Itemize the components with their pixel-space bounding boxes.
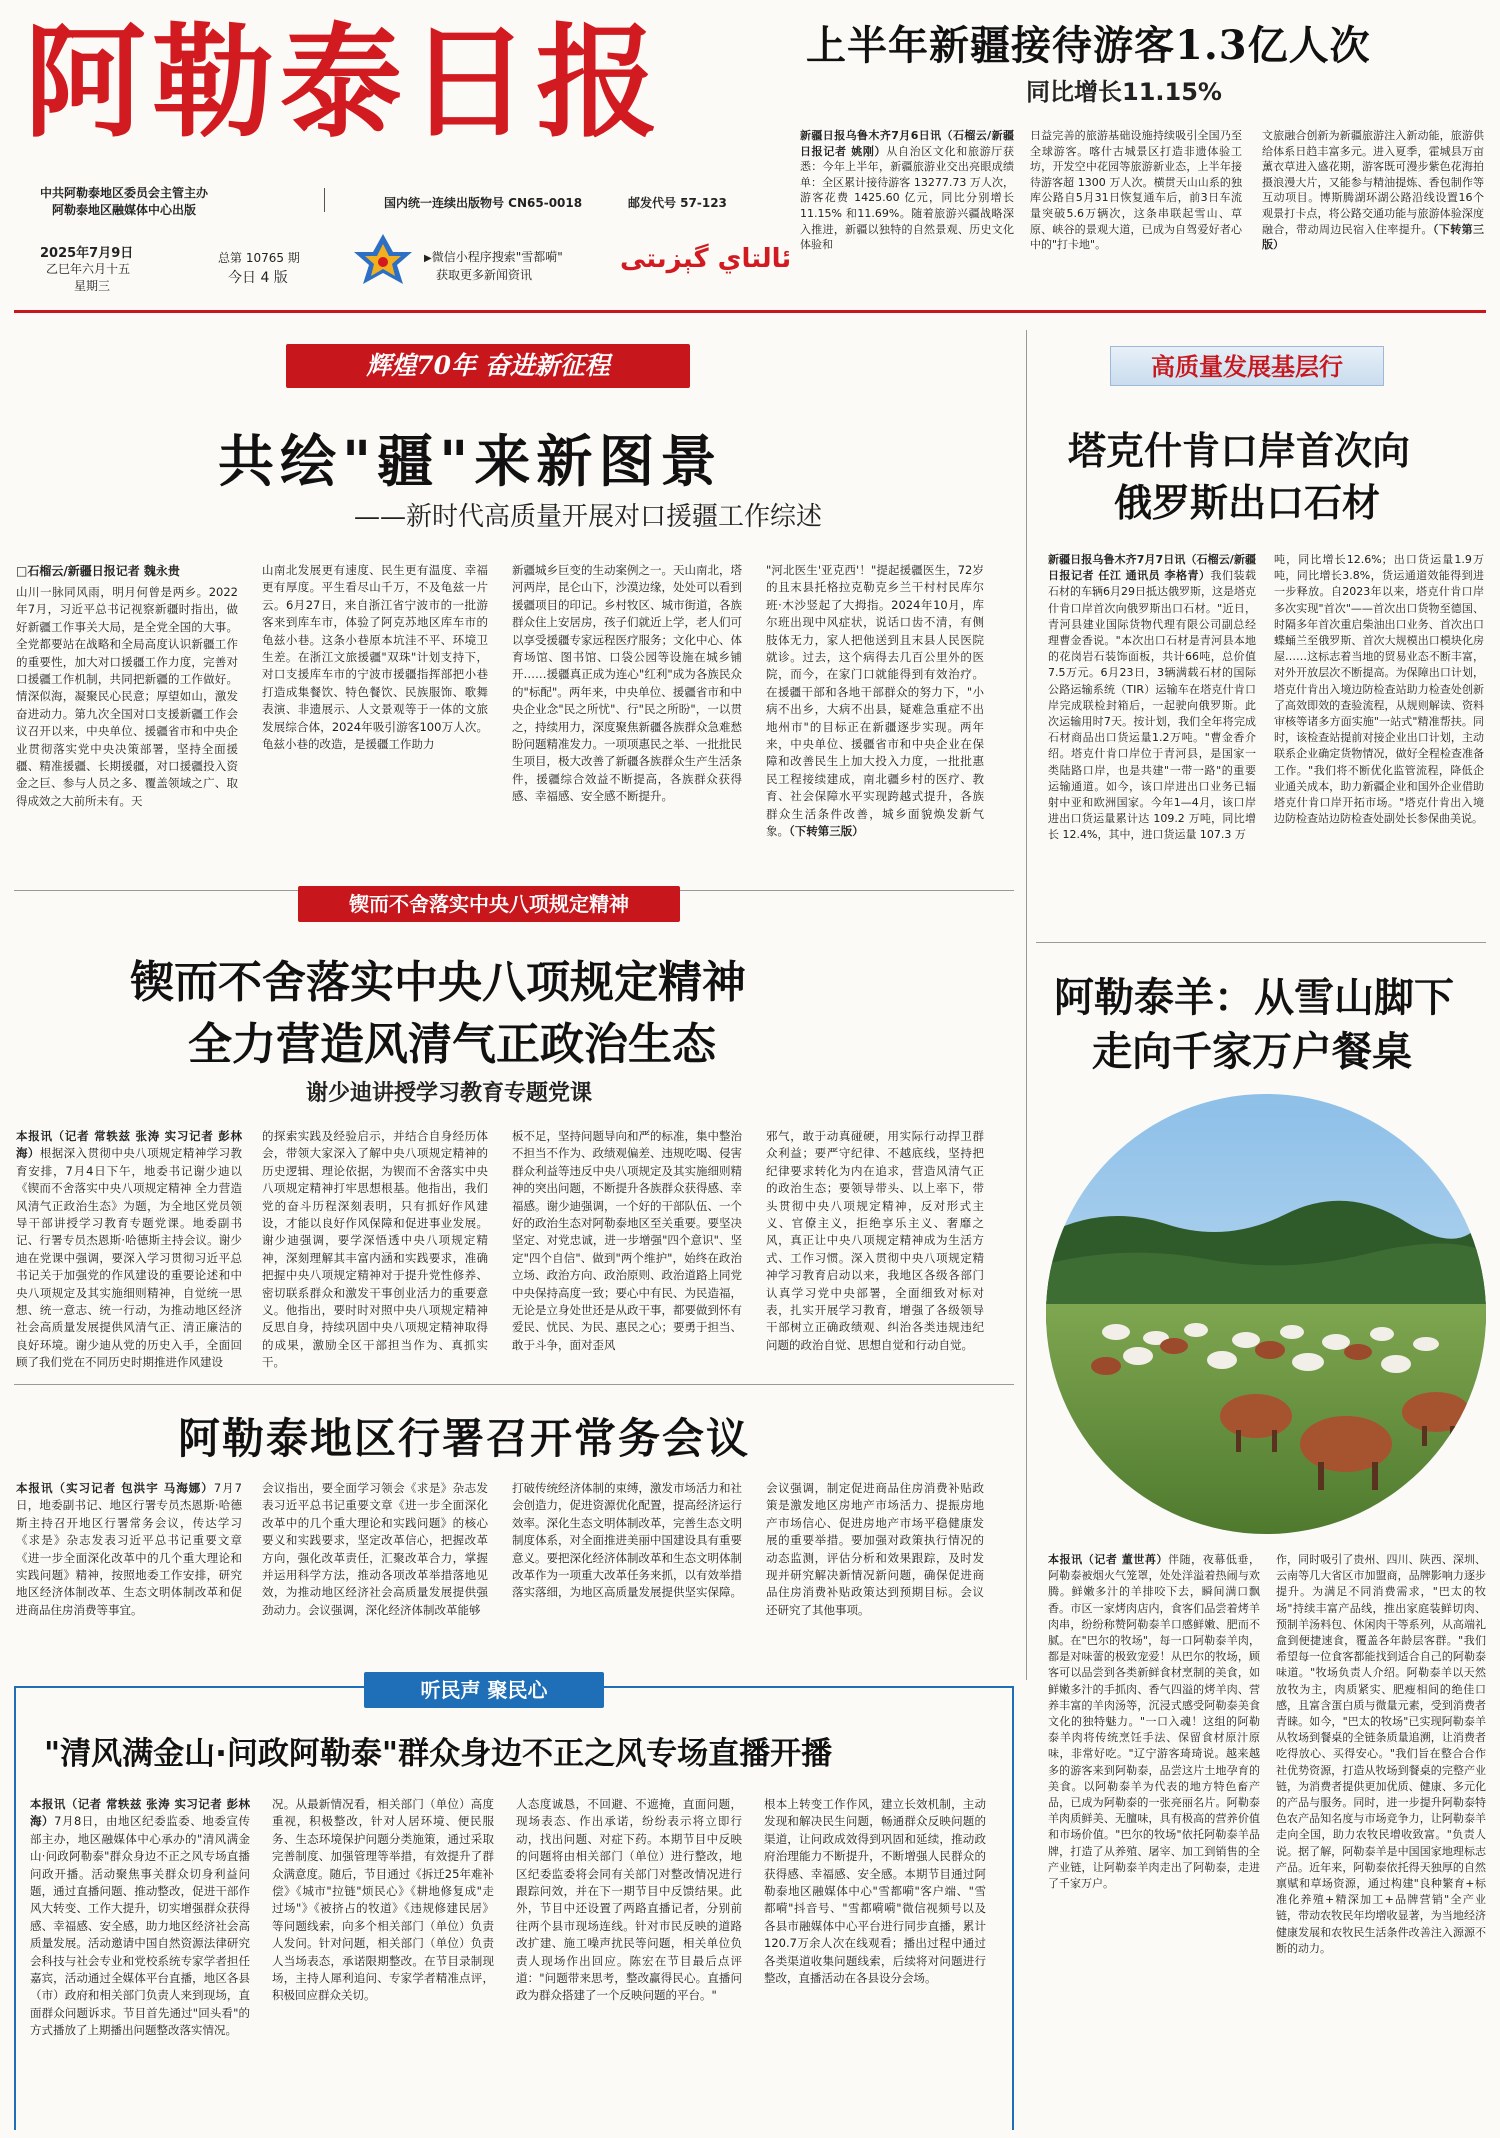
section2-headline-line-1: 塔克什肯口岸首次向 <box>1068 429 1411 473</box>
section4-headline-line-2: 走向千家万户餐桌 <box>1092 1028 1412 1075</box>
section3-column-2: 的探索实践及经验启示，并结合自身经历体会，带领大家深入了解中央八项规定精神的历史逻辑、理论依据，为锲而不舍落实中央八项规定精神打牢思想根基。他指出，我们党的奋斗历程深刻表明，只有抓好作风建设，才能以良好作风保障和促进事业发展。谢少迪强调，要学深悟透中央八项规定精神，深刻理解其丰富内涵和实践要求，准确把握中央八项规定精神对于提升党性修养、密切联系群众和激发干事创业活力的重要意义。他指出，要时时对照中央八项规定精神反思自身，持续巩固中央八项规定精神取得的成果，激励全区干部担当作为、真抓实干。 <box>262 1129 488 1370</box>
section6-column-3: 人态度诚恳，不回避、不遮掩，直面问题，现场表态、作出承诺，纷纷表示将立即行动，找出问题、对症下药。本期节目中反映的问题将由相关部门（单位）进行整改，地区纪委监委将会同有关部门对整改情况进行跟踪问效，并在下一期节目中反馈结果。此外，节目中还设置了两路直播记者，分别前往两个县市现场连线。针对市民反映的道路改扩建、施工噪声扰民等问题，相关单位负责人现场作出回应。陈宏在节目最后点评道："问题带来思考，整改赢得民心。直播问政为群众搭建了一个反映问题的平台。" <box>516 1797 742 2003</box>
section4-column-2: 作，同时吸引了贵州、四川、陕西、深圳、云南等几大省区市加盟商，品牌影响力逐步提升。为满足不同消费需求，"巴太的牧场"持续丰富产品线，推出家庭装鲜切肉、预制羊汤料包、休闲肉干等系列，从高端礼盒到便捷速食，覆盖各年龄层客群。"我们希望每一位食客都能找到适合自己的阿勒泰味道。"牧场负责人介绍。阿勒泰羊以天然放牧为主，肉质紧实、肥瘦相间的绝佳口感，且富含蛋白质与微量元素，受到消费者青睐。如今，"巴太的牧场"已实现阿勒泰羊从牧场到餐桌的全链条质量追溯，让消费者吃得放心、买得安心。"我们旨在整合合作社优势资源，打造从牧场到餐桌的完整产业链，为消费者提供更加优质、健康、多元化的产品与服务。同时，进一步提升阿勒泰特色农产品知名度与市场竞争力，让阿勒泰羊走向全国，助力农牧民增收致富。"负责人说。据了解，阿勒泰羊是中国国家地理标志产品。近年来，阿勒泰依托得天独厚的自然禀赋和草场资源，通过构建"良种繁育+标准化养殖+精深加工+品牌营销"全产业链，带动农牧民年均增收显著，为当地经济健康发展和农牧民生活条件改善注入源源不断的动力。 <box>1276 1553 1486 1955</box>
section1-column-2: 山南北发展更有速度、民生更有温度、幸福更有厚度。平生看尽山千万，不及龟兹一片云。6月27日，来自浙江省宁波市的一批游客来到库车市，体验了阿克苏地区库车市的龟兹小巷。这条小巷原本坑洼不平、环境卫生差。在浙江文旅援疆"双珠"计划支持下，对口支援库车市的宁波市援疆指挥部把小巷打造成集餐饮、特色餐饮、民族服饰、歌舞表演、非遗展示、人文景观等于一体的文旅发展综合体，2024年吸引游客100万人次。龟兹小巷的改造，是援疆工作助力 <box>262 563 488 752</box>
masthead <box>0 0 1500 310</box>
section1-byline: □石榴云/新疆日报记者 魏永贵 <box>16 564 180 578</box>
wechat-hint-line-2: 获取更多新闻资讯 <box>436 268 533 282</box>
section4-headline-line-1: 阿勒泰羊：从雪山脚下 <box>1054 974 1454 1021</box>
play-icon: ▶ <box>424 253 432 264</box>
section1-subhead: ——新时代高质量开展对口援疆工作综述 <box>354 502 823 532</box>
section5-column-4: 会议强调，制定促进商品住房消费补贴政策是激发地区房地产市场活力、提振房地产市场信心、促进房地产市场平稳健康发展的重要举措。要加强对政策执行情况的动态监测，评估分析和效果跟踪，及时发现并研究解决新情况新问题，确保促进商品住房消费补贴政策达到预期目标。会议还研究了其他事项。 <box>766 1481 984 1617</box>
section3-headline-line-2: 全力营造风清气正政治生态 <box>188 1019 716 1070</box>
section3-column-3: 板不足，坚持问题导向和严的标准，集中整治不担当不作为、政绩观偏差、违规吃喝、侵害群众利益等违反中央八项规定及其实施细则精神的突出问题，不断提升各族群众获得感、幸福感。谢少迪强调，一个好的干部队伍、一个好的政治生态对阿勒泰地区至关重要。要坚决坚定、对党忠诚，进一步增强"四个意识"、坚定"四个自信"、做到"两个维护"，始终在政治立场、政治方向、政治原则、政治道路上同党中央保持高度一致；要心中有民、为民造福，无论是立身处世还是从政干事，都要做到怀有爱民、忧民、为民、惠民之心；要勇于担当、敢于斗争，面对歪风 <box>512 1129 742 1352</box>
section5-column-3: 打破传统经济体制的束缚，激发市场活力和社会创造力，促进资源优化配置，提高经济运行效率。深化生态文明体制改革，完善生态文明制度体系，对全面推进美丽中国建设具有重要意义。要把深化经济体制改革和生态文明体制改革作为一项重大改革任务来抓，以有效举措落实落细，为地区高质量发展提供坚实保障。 <box>512 1481 742 1600</box>
weekday: 星期三 <box>74 279 111 293</box>
section6-column-2: 况。从最新情况看，相关部门（单位）高度重视，积极整改，针对人居环境、便民服务、生态环境保护问题分类施策，通过采取完善制度、加强管理等举措，有效提升了群众满意度。随后，节目通过《拆迁25年难补偿》《城市"拉链"烦民心》《耕地修复成"走过场"》《被挤占的牧道》《违规修建民居》等问题线索，向多个相关部门（单位）负责人发问。针对问题，相关部门（单位）负责人当场表态，承诺限期整改。在节目录制现场，主持人犀利追问、专家学者精准点评，积极回应群众关切。 <box>272 1797 494 2003</box>
uyghur-title: ئالتاي گېزىتى <box>620 244 792 274</box>
section1-column-1: 山川一脉同风雨，明月何曾是两乡。2022年7月，习近平总书记视察新疆时指出，做好新疆工作事关大局，是全党全国的大事。全党都要站在战略和全局高度认识新疆工作的重要性，加大对口援疆工作力度，完善对口援疆工作机制，共同把新疆的工作做好。情深似海，凝聚民心民意；厚望如山，激发奋进动力。第九次全国对口支援新疆工作会议召开以来，中央单位、援疆省市和中央企业贯彻落实党中央决策部署，坚持全面援疆、精准援疆、长期援疆，对口援疆投入资金之巨、参与人员之多、覆盖领域之广、取得成效之大前所未有。天 <box>16 585 238 808</box>
section5-column-2: 会议指出，要全面学习领会《求是》杂志发表习近平总书记重要文章《进一步全面深化改革中的几个重大理论和实践问题》的核心要义和实践要求，坚定改革信心，把握改革方向，强化改革责任，汇聚改革合力，掌握并运用科学方法，推动各项改革举措落地见效，为推动地区经济社会高质量发展提供强劲动力。会议强调，深化经济体制改革能够 <box>262 1481 488 1617</box>
section2-headline-line-2: 俄罗斯出口石材 <box>1114 481 1381 525</box>
section5-column-1: 本报讯（实习记者 包洪宇 马海娜）7月7日，地委副书记、地区行署专员杰恩斯·哈德斯主持召开地区行署常务会议，传达学习《求是》杂志发表习近平总书记重要文章《进一步全面深化改革中的几个重大理论和实践问题》精神，按照地委工作安排，研究地区经济体制改革、生态文明体制改革和促进商品住房消费等事宜。 <box>16 1481 242 1617</box>
masthead-divider <box>324 188 325 212</box>
section3-column-4: 邪气，敢于动真碰硬，用实际行动捍卫群众利益；要严守纪律、不越底线，坚持把纪律要求转化为内在追求，营造风清气正的政治生态；要领导带头、以上率下，带头贯彻中央八项规定精神，反对形式主义、官僚主义，拒绝享乐主义、奢靡之风，真正让中央八项规定精神成为生活方式、工作习惯。深入贯彻中央八项规定精神学习教育启动以来，我地区各级各部门认真学习党中央部署，全面细致对标对表，扎实开展学习教育，增强了各级领导干部树立正确政绩观、纠治各类违规违纪问题的政治自觉、思想自觉和行动自觉。 <box>766 1129 984 1352</box>
section6-column-1: 本报讯（记者 常轶兹 张涛 实习记者 彭林海）7月8日，由地区纪委监委、地委宣传部主办，地区融媒体中心承办的"清风满金山·问政阿勒泰"群众身边不正之风专场直播问政开播。活动聚焦事关群众切身利益问题，通过直播问题、推动整改，促进干部作风大转变、工作大提升，切实增强群众获得感、幸福感、安全感，助力地区经济社会高质量发展。活动邀请中国自然资源法律研究会科技与社会专业和党校系统专家学者担任嘉宾，活动通过全媒体平台直播，地区各县（市）政府和相关部门负责人来到现场，直面群众问题诉求。节目首先通过"回头看"的方式播放了上期播出问题整改落实情况。 <box>30 1797 250 2038</box>
lead-column-2: 日益完善的旅游基础设施持续吸引全国乃至全球游客。喀什古城景区打造非遗体验工坊，开发空中花园等旅游新业态，上半年接待游客超 1300 万人次。横贯天山山系的独库公路自5月31日恢复通车后，前3日车流量突破5.6万辆次，这条串联起雪山、草原、峡谷的景观大道，已成为自驾爱好者心中的"打卡地"。 <box>1030 129 1242 252</box>
sheep-photo <box>1046 1094 1486 1534</box>
section6-banner: 听民声 聚民心 <box>364 1672 604 1708</box>
sponsor-line-1: 中共阿勒泰地区委员会主管主办 <box>40 186 209 200</box>
section2-banner: 高质量发展基层行 <box>1110 346 1384 386</box>
section4-column-1: 本报讯（记者 董世苒）伴随，夜幕低垂，阿勒泰被烟火气笼罩，处处洋溢着热闹与欢腾。鲜嫩多汁的羊排咬下去，瞬间满口飘香。市区一家烤肉店内，食客们品尝着烤羊肉串，纷纷称赞阿勒泰羊口感鲜嫩、肥而不腻。在"巴尔的牧场"，每一口阿勒泰羊肉，都是对味蕾的极致宠爱！从巴尔的牧场，顾客可以品尝到各类新鲜食材烹制的美食，如鲜嫩多汁的手抓肉、香气四溢的烤羊肉、营养丰富的羊肉汤等，沉浸式感受阿勒泰美食文化的独特魅力。"一口入魂！这组的阿勒泰羊肉将传统烹饪手法、保留食材原汁原味，非常好吃。"辽宁游客琦琦说。越来越多的游客来到阿勒泰，品尝这片土地孕育的美食。以阿勒泰羊为代表的地方特色畜产品，已成为阿勒泰的一张亮丽名片。阿勒泰羊肉质鲜美、无膻味，具有极高的营养价值和市场价值。"巴尔的牧场"依托阿勒泰羊品牌，打造了从养殖、屠宰、加工到销售的全产业链，让阿勒泰羊肉走出了阿勒泰，走进了千家万户。 <box>1048 1553 1260 1891</box>
issue-number: 总第 10765 期 <box>218 251 300 265</box>
page-count: 今日 4 版 <box>228 270 288 286</box>
section5-headline: 阿勒泰地区行署召开常务会议 <box>178 1414 751 1463</box>
section2-column-2: 吨，同比增长12.6%；出口货运量1.9万吨，同比增长3.8%，货运通道效能得到进一步释放。自2023年以来，塔克什肯口岸多次实现"首次"——首次出口货物至德国、时隔多年首次重启柴油出口业务、首次出口蝶蛹兰至俄罗斯、首次大规模出口模块化房屋……这标志着当地的贸易业态不断丰富，对外开放层次不断提高。为保障出口计划，塔克什肯出入境边防检查站助力检查处创新了高效即效的查验流程，从规则解读、资料审核等诸多方面实施"一站式"精准帮扶。同时，该检查站提前对接企业出口计划，主动联系企业确定货物情况，做好全程检查准备工作。"我们将不断优化监管流程，降低企业通关成本，助力新疆企业和国外企业借助塔克什肯口岸开拓市场。"塔克什肯出入境边防检查站边防检查处副处长参保曲美说。 <box>1274 553 1484 826</box>
lead-subhead: 同比增长11.15% <box>1026 78 1222 106</box>
section6-column-4: 根本上转变工作作风，建立长效机制，主动发现和解决民生问题，畅通群众反映问题的渠道，让问政成效得到巩固和延续，推动政府治理能力不断提升，不断增强人民群众的获得感、幸福感、安全感。本期节目通过阿勒泰地区融媒体中心"雪都嗬"客户端、"雪都嗬"抖音号、"雪都嗬嗬"微信视频号以及各县市融媒体中心平台进行同步直播，累计120.7万余人次在线观看；播出过程中通过各类渠道收集问题线索，后续将对问题进行整改，直播活动在各县设分会场。 <box>764 1797 986 1986</box>
postal-code: 邮发代号 57-123 <box>628 196 727 210</box>
column-divider-right <box>1026 330 1027 1680</box>
newspaper-title: 阿勒泰日报 <box>24 10 664 154</box>
sponsor-line-2: 阿勒泰地区融媒体中心出版 <box>52 203 197 217</box>
app-logo-icon <box>352 232 414 294</box>
sheep-pasture-illustration <box>1046 1094 1486 1534</box>
section2-column-1: 新疆日报乌鲁木齐7月7日讯（石榴云/新疆日报记者 任江 通讯员 李格青）我们装载石材的车辆6月29日抵达俄罗斯，这是塔克什肯口岸首次向俄罗斯出口石材。"近日，青河县建业国际货物代理有限公司副总经理曹金香说。"本次出口石材是青河县本地的花岗岩石装饰面板，共计66吨，总价值7.5万元。6月23日，3辆满载石材的国际公路运输系统（TIR）运输车在塔克什肯口岸完成联检封箱后，一起驶向俄罗斯。此次运输用时7天。按计划，我们全年将完成石材商品出口货运量1.2万吨。"曹金香介绍。塔克什肯口岸位于青河县，是国家一类陆路口岸，也是共建"一带一路"的重要运输通道。如今，该口岸进出口业务已辐射中亚和欧洲国家。今年1—4月，该口岸进出口货运量累计达 109.2 万吨，同比增长 12.4%，其中，进口货运量 107.3 万 <box>1048 553 1256 842</box>
section3-column-1: 本报讯（记者 常轶兹 张涛 实习记者 彭林海）根据深入贯彻中央八项规定精神学习教育安排，7月4日下午，地委书记谢少迪以《锲而不舍落实中央八项规定精神 全力营造风清气正政治生态》为题，为全地区党员领导干部讲授学习教育专题党课。地委副书记、行署专员杰恩斯·哈德斯主持会议。谢少迪在党课中强调，要深入学习贯彻习近平总书记关于加强党的作风建设的重要论述和中央八项规定及其实施细则精神，自觉统一思想、统一意志、统一行动，为推动地区经济社会高质量发展提供风清气正、清正廉洁的良好环境。谢少迪从党的历史入手，全面回顾了我们党在不同历史时期推进作风建设 <box>16 1129 242 1370</box>
lead-column-3: 文旅融合创新为新疆旅游注入新动能，旅游供给体系日趋丰富多元。进入夏季，霍城县万亩薰衣草进入盛花期，游客既可漫步紫色花海拍摄浪漫大片，又能参与精油提炼、香包制作等互动项目。博斯腾湖环湖公路沿线设置16个观景打卡点，将公路交通功能与旅游体验深度融合，带动周边民宿入住率提升。（下转第三版） <box>1262 129 1484 252</box>
cn-number: 国内统一连续出版物号 CN65-0018 <box>384 196 583 210</box>
wechat-hint-line-1: ▶微信小程序搜索"雪都嗬" <box>424 250 563 264</box>
section3-headline-line-1: 锲而不舍落实中央八项规定精神 <box>130 957 746 1008</box>
section1-column-3: 新疆城乡巨变的生动案例之一。天山南北，塔河两岸，昆仑山下，沙漠边缘，处处可以看到援疆项目的印记。乡村牧区、城市街道，各族群众住上安居房，孩子们就近上学，老人们可以享受援疆专家远程医疗服务；文化中心、体育场馆、图书馆、口袋公园等设施在城乡铺开……援疆真正成为连心"红利"成为各族民众的"标配"。两年来，中央单位、援疆省市和中央企业念"民之所忧"、行"民之所盼"，一以贯之，持续用力，深度聚焦新疆各族群众急难愁盼问题精准发力。一项项惠民之举、一批批民生项目，极大改善了新疆各族群众生产生活条件，援疆综合效益不断提高，各族群众获得感、幸福感、安全感不断提升。 <box>512 563 742 804</box>
section4-top-rule <box>1036 942 1486 943</box>
lead-headline: 上半年新疆接待游客1.3亿人次 <box>806 22 1371 69</box>
lunar-date: 乙巳年六月十五 <box>46 262 131 276</box>
section1-headline: 共绘"疆"来新图景 <box>218 429 723 495</box>
section-banner-70-years: 辉煌70年 奋进新征程 <box>286 344 690 388</box>
lead-column-1: 新疆日报乌鲁木齐7月6日讯（石榴云/新疆日报记者 姚刚）从自治区文化和旅游厅获悉：今年上半年，新疆旅游业交出亮眼成绩单：全区累计接待游客 13277.73 万人次，游客花费 1425.60 亿元，同比分别增长 11.15% 和11.69%。随着旅游兴疆战略深入推进，新疆以独特的自然景观、历史文化体验和 <box>800 129 1014 252</box>
section5-top-rule <box>14 1384 1014 1385</box>
section3-banner: 锲而不舍落实中央八项规定精神 <box>298 886 680 922</box>
section6-headline: "清风满金山·问政阿勒泰"群众身边不正之风专场直播开播 <box>44 1736 833 1772</box>
section1-column-4: "河北医生'亚克西'！"提起援疆医生，72岁的且末县托格拉克勒克乡兰干村村民库尔班·木沙竖起了大拇指。2024年10月，库尔班出现中风症状，说话口齿不清，有侧肢体无力，家人把他送到且末县人民医院就诊。过去，这个病得去几百公里外的医院，而今，在家门口就能得到有效治疗。在援疆干部和各地干部群众的努力下，"小病不出乡，大病不出县，疑难急重症不出地州市"的目标正在新疆逐步实现。两年来，中央单位、援疆省市和中央企业在保障和改善民生上加大投入力度，一批批惠民工程接续建成，南北疆乡村的医疗、教育、社会保障水平实现跨越式提升，各族群众生活条件改善，城乡面貌焕发新气象。（下转第三版） <box>766 563 984 839</box>
section3-subhead: 谢少迪讲授学习教育专题党课 <box>306 1081 593 1106</box>
issue-date: 2025年7月9日 <box>40 246 134 261</box>
masthead-rule <box>14 310 1486 313</box>
